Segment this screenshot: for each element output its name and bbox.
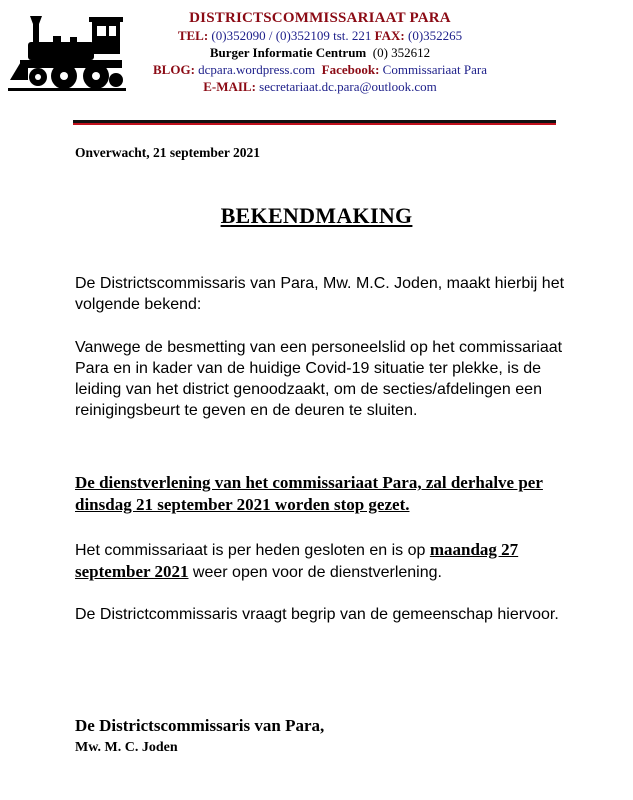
reopening-text-start: Het commissariaat is per heden gesloten en is op xyxy=(75,542,430,559)
paragraph-reason: Vanwege de besmetting van een personeelslid op het commissariaat Para en in kader van de huidige Covid-19 situatie ter plekke, is de leiding van het district genoodzaakt, om de secties/afdelingen een reinigingsbeurt te geven en de deuren te sluiten. xyxy=(75,339,563,419)
letterhead-text xyxy=(120,10,520,95)
reopening-date: maandag 27 september 2021 xyxy=(75,540,519,581)
document-title: BEKENDMAKING xyxy=(220,203,413,228)
facebook-link[interactable]: Commissariaat Para xyxy=(382,62,487,77)
email-link[interactable]: secretariaat.dc.para@outlook.com xyxy=(259,79,437,94)
org-name: DISTRICTSCOMMISSARIAAT PARA xyxy=(189,10,451,26)
email-line xyxy=(120,78,520,95)
paragraph-closing: De Districtcommissaris vraagt begrip van de gemeenschap hiervoor. xyxy=(75,606,559,623)
bic-line xyxy=(120,44,520,61)
signature-title: De Districtscommissaris van Para, xyxy=(75,716,325,735)
steam-locomotive-icon xyxy=(8,10,128,92)
blog-label: BLOG: xyxy=(153,62,195,77)
paragraph-intro: De Districtscommissaris van Para, Mw. M.C. Joden, maakt hierbij het volgende bekend: xyxy=(75,275,565,313)
bic-value: (0) 352612 xyxy=(372,45,431,60)
signature-block xyxy=(75,715,324,759)
paragraph-service-stop: De dienstverlening van het commissariaat Para, zal derhalve per dinsdag 21 september 2021 worden stop gezet. xyxy=(75,473,543,514)
tel-label: TEL: xyxy=(177,28,209,43)
facebook-label: Facebook: xyxy=(321,62,380,77)
letterhead xyxy=(0,0,633,120)
paragraph-reopening xyxy=(75,539,565,583)
bic-label: Burger Informatie Centrum xyxy=(209,45,367,60)
fax-value: (0)352265 xyxy=(407,28,463,43)
social-line xyxy=(120,61,520,78)
email-label: E-MAIL: xyxy=(203,79,256,94)
date-line: Onverwacht, 21 september 2021 xyxy=(75,145,260,160)
header-divider-accent xyxy=(73,123,556,125)
reopening-text-end: weer open voor de dienstverlening. xyxy=(188,564,442,581)
contact-phone-line xyxy=(120,27,520,44)
blog-link[interactable]: dcpara.wordpress.com xyxy=(198,62,316,77)
fax-label: FAX: xyxy=(374,28,405,43)
signature-name: Mw. M. C. Joden xyxy=(75,740,178,755)
tel-value: (0)352090 / (0)352109 tst. 221 xyxy=(211,28,372,43)
